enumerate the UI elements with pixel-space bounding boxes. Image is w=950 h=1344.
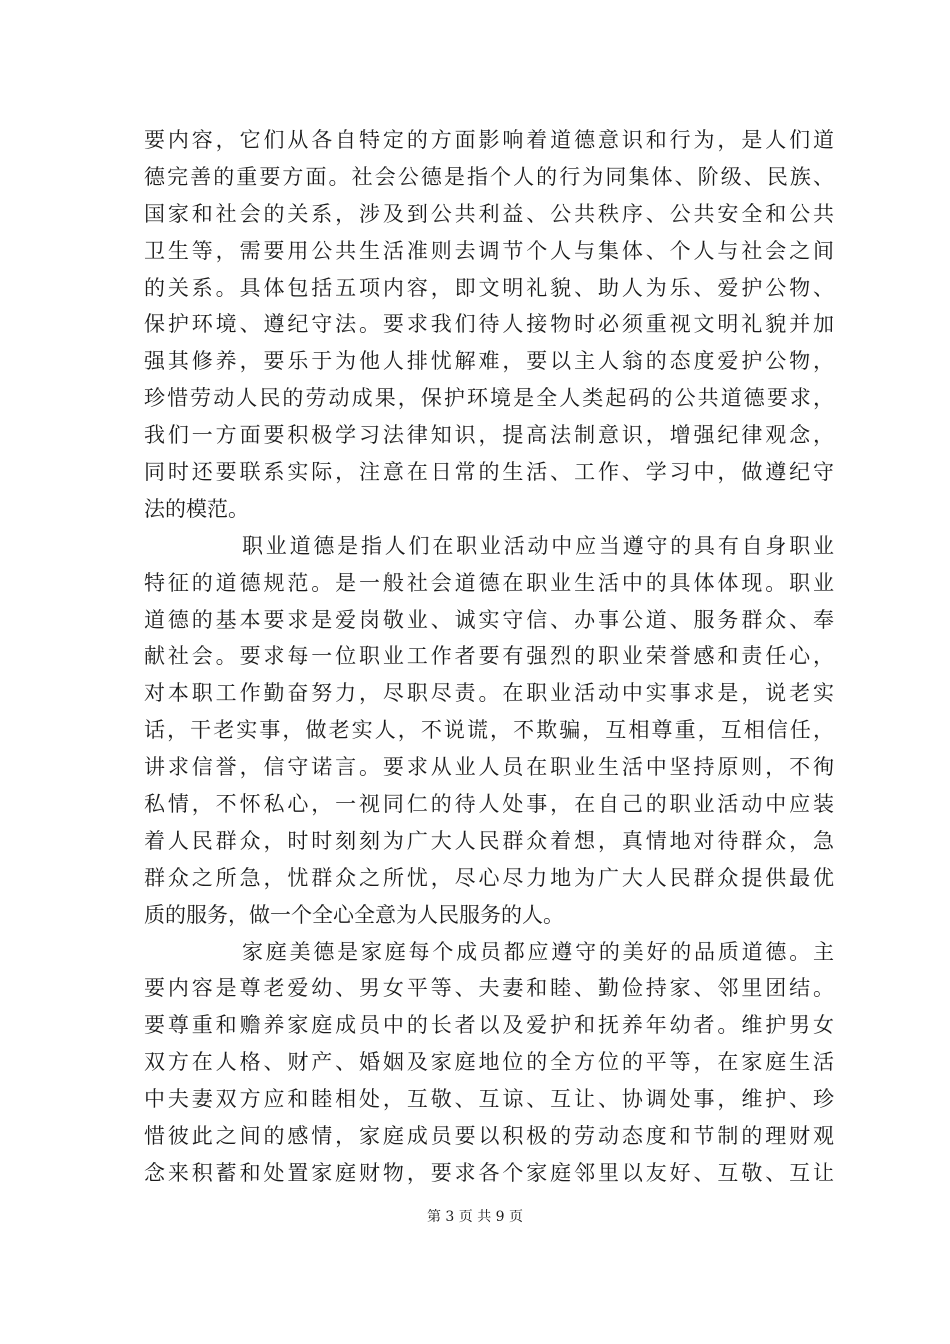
text-line: 要尊重和赡养家庭成员中的长者以及爱护和抚养年幼者。维护男女	[144, 1013, 834, 1038]
text-line: 特征的道德规范。是一般社会道德在职业生活中的具体体现。职业	[144, 570, 834, 595]
text-line: 道德的基本要求是爱岗敬业、诚实守信、办事公道、服务群众、奉	[144, 607, 834, 632]
text-line: 中夫妻双方应和睦相处，互敬、互谅、互让、协调处事，维护、珍	[144, 1087, 834, 1112]
text-line: 惜彼此之间的感情，家庭成员要以积极的劳动态度和节制的理财观	[144, 1124, 834, 1149]
text-line: 职业道德是指人们在职业活动中应当遵守的具有自身职业	[242, 533, 834, 558]
page-footer: 第 3 页 共 9 页	[426, 1209, 524, 1225]
text-line: 讲求信誉，信守诺言。要求从业人员在职业生活中坚持原则，不徇	[144, 755, 834, 780]
text-line: 质的服务，做一个全心全意为人民服务的人。	[144, 902, 564, 927]
text-line: 私情，不怀私心，一视同仁的待人处事，在自己的职业活动中应装	[144, 792, 834, 817]
text-line: 双方在人格、财产、婚姻及家庭地位的全方位的平等，在家庭生活	[144, 1050, 834, 1075]
text-line: 同时还要联系实际，注意在日常的生活、工作、学习中，做遵纪守	[144, 460, 834, 485]
text-line: 法的模范。	[144, 496, 249, 521]
text-line: 念来积蓄和处置家庭财物，要求各个家庭邻里以友好、互敬、互让	[144, 1160, 834, 1185]
text-line: 我们一方面要积极学习法律知识，提高法制意识，增强纪律观念，	[144, 423, 834, 448]
text-line: 珍惜劳动人民的劳动成果，保护环境是全人类起码的公共道德要求，	[144, 386, 834, 411]
text-line: 话，干老实事，做老实人，不说谎，不欺骗，互相尊重，互相信任，	[144, 718, 834, 743]
text-line: 群众之所急，忧群众之所忧，尽心尽力地为广大人民群众提供最优	[144, 865, 834, 890]
text-line: 卫生等，需要用公共生活准则去调节个人与集体、个人与社会之间	[144, 238, 834, 263]
text-line: 保护环境、遵纪守法。要求我们待人接物时必须重视文明礼貌并加	[144, 312, 834, 337]
text-line: 的关系。具体包括五项内容，即文明礼貌、助人为乐、爱护公物、	[144, 275, 834, 300]
text-line: 献社会。要求每一位职业工作者要有强烈的职业荣誉感和责任心，	[144, 644, 834, 669]
text-line: 德完善的重要方面。社会公德是指个人的行为同集体、阶级、民族、	[144, 164, 834, 189]
body-text	[144, 122, 834, 1192]
text-line: 家庭美德是家庭每个成员都应遵守的美好的品质道德。主	[242, 939, 834, 964]
text-line: 强其修养，要乐于为他人排忧解难，要以主人翁的态度爱护公物，	[144, 349, 834, 374]
text-line: 着人民群众，时时刻刻为广大人民群众着想，真情地对待群众，急	[144, 828, 834, 853]
text-line: 对本职工作勤奋努力，尽职尽责。在职业活动中实事求是，说老实	[144, 681, 834, 706]
text-line: 国家和社会的关系，涉及到公共利益、公共秩序、公共安全和公共	[144, 201, 834, 226]
text-line: 要内容，它们从各自特定的方面影响着道德意识和行为，是人们道	[144, 128, 834, 152]
text-line: 要内容是尊老爱幼、男女平等、夫妻和睦、勤俭持家、邻里团结。	[144, 976, 834, 1001]
